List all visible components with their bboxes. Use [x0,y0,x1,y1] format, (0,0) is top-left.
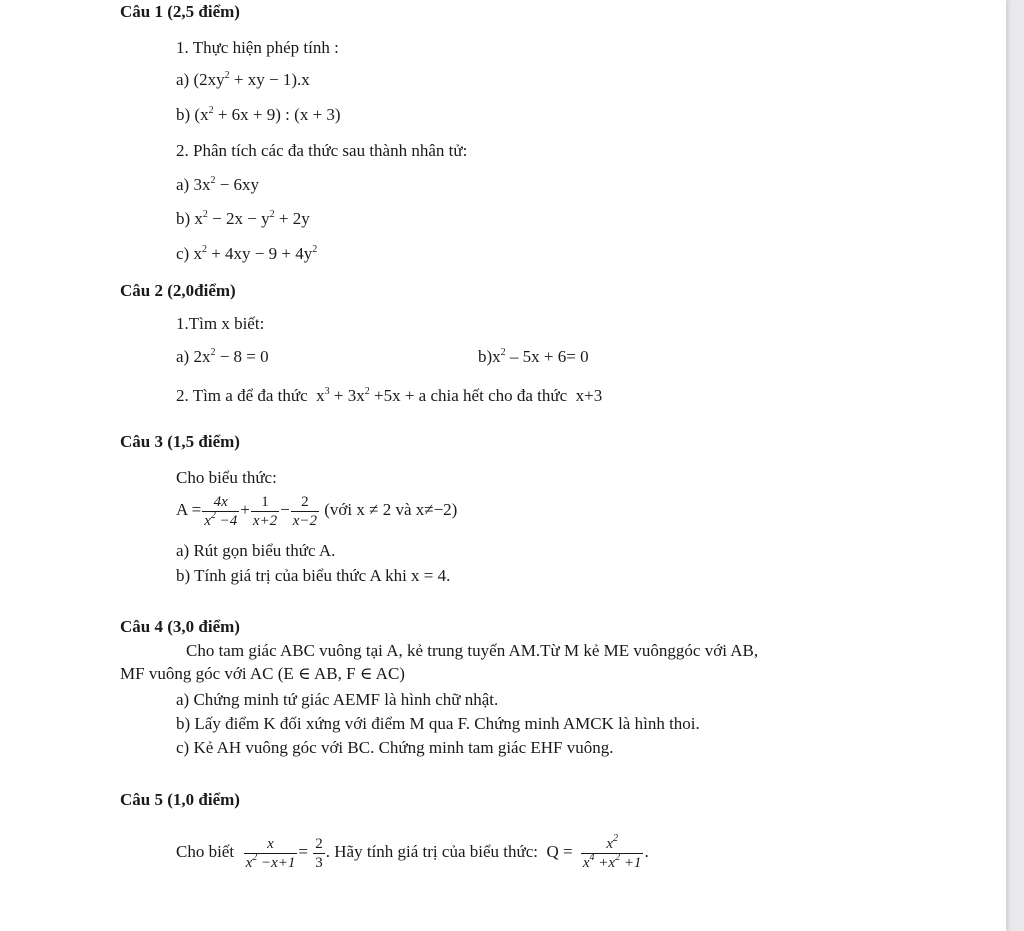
q3-title: Câu 3 (1,5 điểm) [120,432,240,451]
q5-title: Câu 5 (1,0 điểm) [120,790,240,809]
q4-a: a) Chứng minh tứ giác AEMF là hình chữ nhật. [176,690,499,709]
q5-statement: Cho biết $\frac{x}{x^2 -x+1}$ = $\frac{2}{3}$ . Hãy tính giá trị của biểu thức: Q = $\frac{x^2}{x^4 +x^2 +1}$ . [176,832,649,871]
q4-b: b) Lấy điểm K đối xứng với điểm M qua F. Chứng minh AMCK là hình thoi. [176,714,700,733]
q1-part2: 2. Phân tích các đa thức sau thành nhân tử: [176,141,468,160]
q1-2b: b) $x^2 - 2x - y^2 + 2y$ [176,209,310,228]
q2-b: $b)x^2 - 5x + 6= 0$ [478,347,589,366]
q3-condition: (với x ≠ 2 và x≠−2) [324,500,458,519]
q4-c: c) Kẻ AH vuông góc với BC. Chứng minh tam giác EHF vuông. [176,738,614,757]
q2-part2: 2. Tìm a để đa thức $x^3 + 3x^2 +5x + a$ chia hết cho đa thức x+3 [176,386,603,405]
q2-title: Câu 2 (2,0điểm) [120,281,236,300]
q1-2c: c) $x^2 + 4xy - 9 + 4y^2$ [176,244,318,263]
q1-title: Câu 1 (2,5 điểm) [120,2,240,21]
q4-line2: MF vuông góc với AC (E ∈ AB, F ∈ AC) [120,664,405,683]
q3-b: b) Tính giá trị của biểu thức A khi x = 4. [176,566,451,585]
q1-2a: a) $3x^2 - 6xy$ [176,175,260,194]
q3-intro: Cho biểu thức: [176,468,277,487]
q1-part1: 1. Thực hiện phép tính : [176,38,339,57]
q3-expression: A = $\frac{4x}{x^2 -4}$ + $\frac{1}{x+2}$ − $\frac{2}{x-2}$ (với x ≠ 2 và x≠−2) [176,493,458,529]
q4-title: Câu 4 (3,0 điểm) [120,617,240,636]
q1-a: a) ($2xy^2$ + xy − 1).x [176,70,310,89]
q4-line1: Cho tam giác ABC vuông tại A, kẻ trung tuyến AM.Từ M kẻ ME vuônggóc với AB, [186,641,759,660]
q1-b: b) $(x^2 + 6x + 9)$ : (x + 3) [176,105,341,124]
q2-part1: 1.Tìm x biết: [176,314,265,333]
q3-a: a) Rút gọn biểu thức A. [176,541,336,560]
q2-a: a) $2x^2 - 8 = 0$ [176,347,269,366]
